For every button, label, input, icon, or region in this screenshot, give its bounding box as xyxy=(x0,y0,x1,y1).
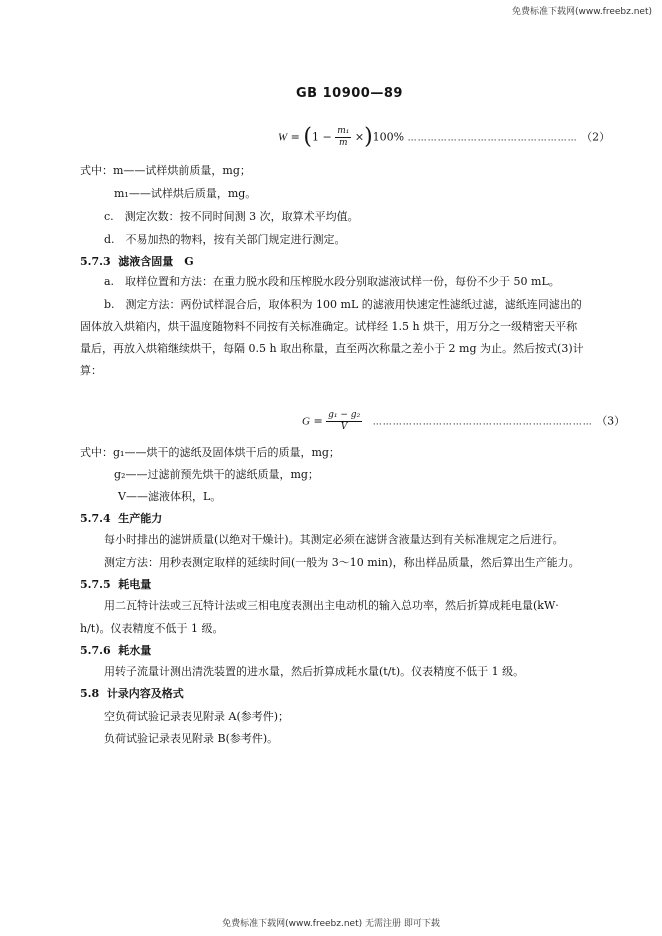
section-5-7-6-number: 5.7.6 xyxy=(80,644,111,657)
section-5-7-3-item-b-line4: 算： xyxy=(80,364,102,377)
formula-3 xyxy=(302,410,625,433)
section-5-7-4-heading xyxy=(80,512,162,526)
formula-2-lhs: W xyxy=(278,131,288,144)
section-5-7-3-number: 5.7.3 xyxy=(80,255,111,268)
item-c: c. 测定次数：按不同时间测 3 次，取算术平均值。 xyxy=(104,210,359,223)
section-5-8-line2: 负荷试验记录表见附录 B(参考件)。 xyxy=(104,732,279,745)
where-v: V——滤液体积，L。 xyxy=(118,490,222,503)
section-5-7-6-line1: 用转子流量计测出清洗装置的进水量，然后折算成耗水量(t/t)。仪表精度不低于 1 级。 xyxy=(104,665,525,678)
section-5-8-line1: 空负荷试验记录表见附录 A(参考件)； xyxy=(104,710,290,723)
watermark-top: 免费标准下载网(www.freebz.net) xyxy=(512,7,652,17)
section-5-7-5-line2: h/t)。仪表精度不低于 1 级。 xyxy=(80,622,224,635)
where-m1: m₁——试样烘后质量，mg。 xyxy=(114,187,257,200)
section-5-7-3-item-b-line2: 固体放入烘箱内，烘干温度随物料不同按有关标准确定。试样经 1.5 h 烘干，用万分之一级精密天平称 xyxy=(80,320,578,333)
section-5-8-heading xyxy=(80,687,184,701)
section-5-7-6-title: 耗水量 xyxy=(118,644,152,657)
section-5-7-5-line1: 用二瓦特计法或三瓦特计法或三相电度表测出主电动机的输入总功率，然后折算成耗电量(kW· xyxy=(104,599,559,612)
formula-3-leader-dots: ………………………………………………………… xyxy=(372,417,593,428)
section-5-7-3-title: 滤液含固量 G xyxy=(118,255,194,268)
where-m: 式中：m——试样烘前质量，mg； xyxy=(80,164,251,177)
where-g2: g₂——过滤前预先烘干的滤纸质量，mg； xyxy=(114,468,319,481)
section-5-7-3-item-b-line1: b. 测定方法：两份试样混合后，取体积为 100 mL 的滤液用快速定性滤纸过滤，滤纸连同滤出的 xyxy=(104,298,582,311)
section-5-7-5-title: 耗电量 xyxy=(118,578,152,591)
formula-3-fraction xyxy=(326,410,362,433)
formula-2-one-minus: 1 − xyxy=(311,130,332,144)
formula-3-number: （3） xyxy=(596,414,626,428)
section-5-7-4-number: 5.7.4 xyxy=(80,512,111,525)
formula-3-lhs: G xyxy=(302,415,310,428)
formula-2-leader-dots: …………………………………………… xyxy=(407,133,578,144)
section-5-7-3-heading xyxy=(80,255,194,269)
section-5-7-4-line1: 每小时排出的滤饼质量(以绝对干燥计)。其测定必须在滤饼含液量达到有关标准规定之后进行。 xyxy=(104,533,564,546)
formula-2-times: × xyxy=(354,130,365,144)
item-d: d. 不易加热的物料，按有关部门规定进行测定。 xyxy=(104,233,346,246)
formula-2-open-paren: ( xyxy=(303,124,312,150)
section-5-8-title: 计录内容及格式 xyxy=(106,687,184,700)
section-5-7-5-heading xyxy=(80,578,151,592)
section-5-7-4-line2: 测定方法：用秒表测定取样的延续时间(一般为 3～10 min)，称出样品质量，然后算出生产能力。 xyxy=(104,556,580,569)
formula-2-fraction xyxy=(335,126,351,149)
watermark-bottom: 免费标准下载网(www.freebz.net) 无需注册 即可下载 xyxy=(222,919,440,929)
section-5-7-5-number: 5.7.5 xyxy=(80,578,111,591)
formula-2-percent: 100% xyxy=(372,130,405,144)
formula-2-close-paren: ) xyxy=(364,124,373,150)
section-5-8-number: 5.8 xyxy=(80,687,100,700)
formula-3-numerator: g₁ − g₂ xyxy=(328,410,361,420)
section-5-7-3-item-b-line3: 量后，再放入烘箱继续烘干，每隔 0.5 h 取出称量，直至两次称量之差小于 2 mg 为止。然后按式(3)计 xyxy=(80,342,584,355)
section-5-7-6-heading xyxy=(80,644,151,658)
where-g1: 式中：g₁——烘干的滤纸及固体烘干后的质量，mg； xyxy=(80,446,340,459)
formula-3-denominator: V xyxy=(340,422,348,432)
section-5-7-3-item-a: a. 取样位置和方法：在重力脱水段和压榨脱水段分别取滤液试样一份，每份不少于 50 mL。 xyxy=(104,275,560,288)
formula-3-eq: = xyxy=(313,414,323,428)
section-5-7-4-title: 生产能力 xyxy=(118,512,163,525)
formula-2-denominator: m xyxy=(339,138,348,148)
formula-2-number: （2） xyxy=(581,130,611,144)
formula-2-numerator: m₁ xyxy=(337,126,350,136)
formula-2-eq: = xyxy=(290,130,300,144)
formula-2 xyxy=(278,126,610,149)
standard-number-header: GB 10900—89 xyxy=(296,86,403,101)
